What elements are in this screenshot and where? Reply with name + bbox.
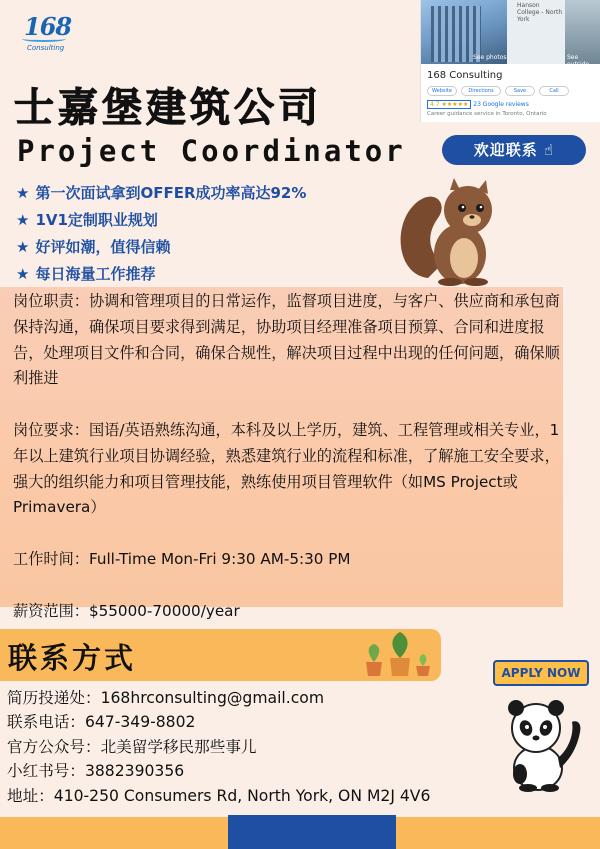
contact-phone[interactable]: 联系电话：647-349-8802 <box>7 713 196 732</box>
directions-button[interactable]: Directions <box>461 86 501 96</box>
call-button[interactable]: Call <box>539 86 569 96</box>
company-logo <box>18 10 74 58</box>
squirrel-illustration <box>398 178 502 286</box>
contact-button-label: 欢迎联系 <box>473 141 538 159</box>
job-description <box>13 289 561 650</box>
street-view-thumbnail[interactable] <box>565 0 600 68</box>
job-title: Project Coordinator <box>17 134 406 168</box>
star-icon: ★ <box>16 265 30 283</box>
logo-subtitle: Consulting <box>27 44 65 52</box>
contact-wechat: 官方公众号：北美留学移民那些事儿 <box>7 737 257 756</box>
map-action-buttons <box>427 86 569 96</box>
potted-plants-icon <box>362 632 434 678</box>
contact-heading: 联系方式 <box>8 641 137 675</box>
company-name: 士嘉堡建筑公司 <box>14 85 322 131</box>
perk-item <box>16 207 306 234</box>
perks-list <box>16 180 306 288</box>
logo-swoosh <box>22 36 66 42</box>
contact-xiaohongshu: 小红书号：3882390356 <box>7 762 185 781</box>
star-icon: ★ <box>16 211 30 229</box>
perk-text: 好评如潮，值得信赖 <box>35 238 171 256</box>
see-outside-label: See outside <box>567 54 590 68</box>
map-place-label: Hanson College - North York <box>517 2 563 23</box>
logo-number: 168 <box>24 12 72 41</box>
map-listing-card[interactable] <box>420 0 600 122</box>
apply-now-button[interactable]: APPLY NOW <box>493 660 589 686</box>
building-photo[interactable] <box>421 0 507 64</box>
perk-item <box>16 234 306 261</box>
panda-illustration <box>496 692 586 792</box>
work-hours: 工作时间：Full-Time Mon-Fri 9:30 AM-5:30 PM <box>13 549 351 568</box>
contact-details <box>7 686 430 808</box>
salary-range: 薪资范围：$55000-70000/year <box>13 601 240 620</box>
contact-address: 地址：410-250 Consumers Rd, North York, ON M2J 4V6 <box>7 786 431 805</box>
footer-accent <box>228 815 396 849</box>
contact-button[interactable] <box>442 135 586 165</box>
rating-stars: 4.7 ★★★★★ <box>427 100 471 109</box>
save-button[interactable]: Save <box>505 86 535 96</box>
star-icon: ★ <box>16 184 30 202</box>
rating-row[interactable] <box>427 100 529 109</box>
pointing-hand-icon: ☝ <box>544 141 555 159</box>
perk-text: 每日海量工作推荐 <box>35 265 156 283</box>
perk-text: 1V1定制职业规划 <box>35 211 158 229</box>
perk-text: 第一次面试拿到OFFER成功率高达92% <box>35 184 307 202</box>
star-icon: ★ <box>16 238 30 256</box>
job-requirements: 岗位要求：国语/英语熟练沟通，本科及以上学历，建筑、工程管理或相关专业，1年以上建筑行业项目协调经验，熟悉建筑行业的流程和标准，了解施工安全要求，强大的组织能力和项目管理技能，熟练使用项目管理软件（如MS Project或Primavera） <box>13 420 560 517</box>
reviews-link[interactable]: 23 Google reviews <box>473 101 529 108</box>
website-button[interactable]: Website <box>427 86 457 96</box>
business-category: Career guidance service in Toronto, Ontario <box>427 111 547 117</box>
see-photos-label: See photos <box>473 54 507 61</box>
job-duties: 岗位职责：协调和管理项目的日常运作，监督项目进度，与客户、供应商和承包商保持沟通，确保项目要求得到满足，协助项目经理准备项目预算、合同和进度报告，处理项目文件和合同，确保合规性，解决项目过程中出现的任何问题，确保顺利推进 <box>13 292 560 388</box>
perk-item <box>16 261 306 288</box>
business-name: 168 Consulting <box>427 70 503 81</box>
contact-email[interactable]: 简历投递处：168hrconsulting@gmail.com <box>7 689 325 707</box>
perk-item <box>16 180 306 207</box>
map-thumbnail[interactable] <box>507 0 565 64</box>
